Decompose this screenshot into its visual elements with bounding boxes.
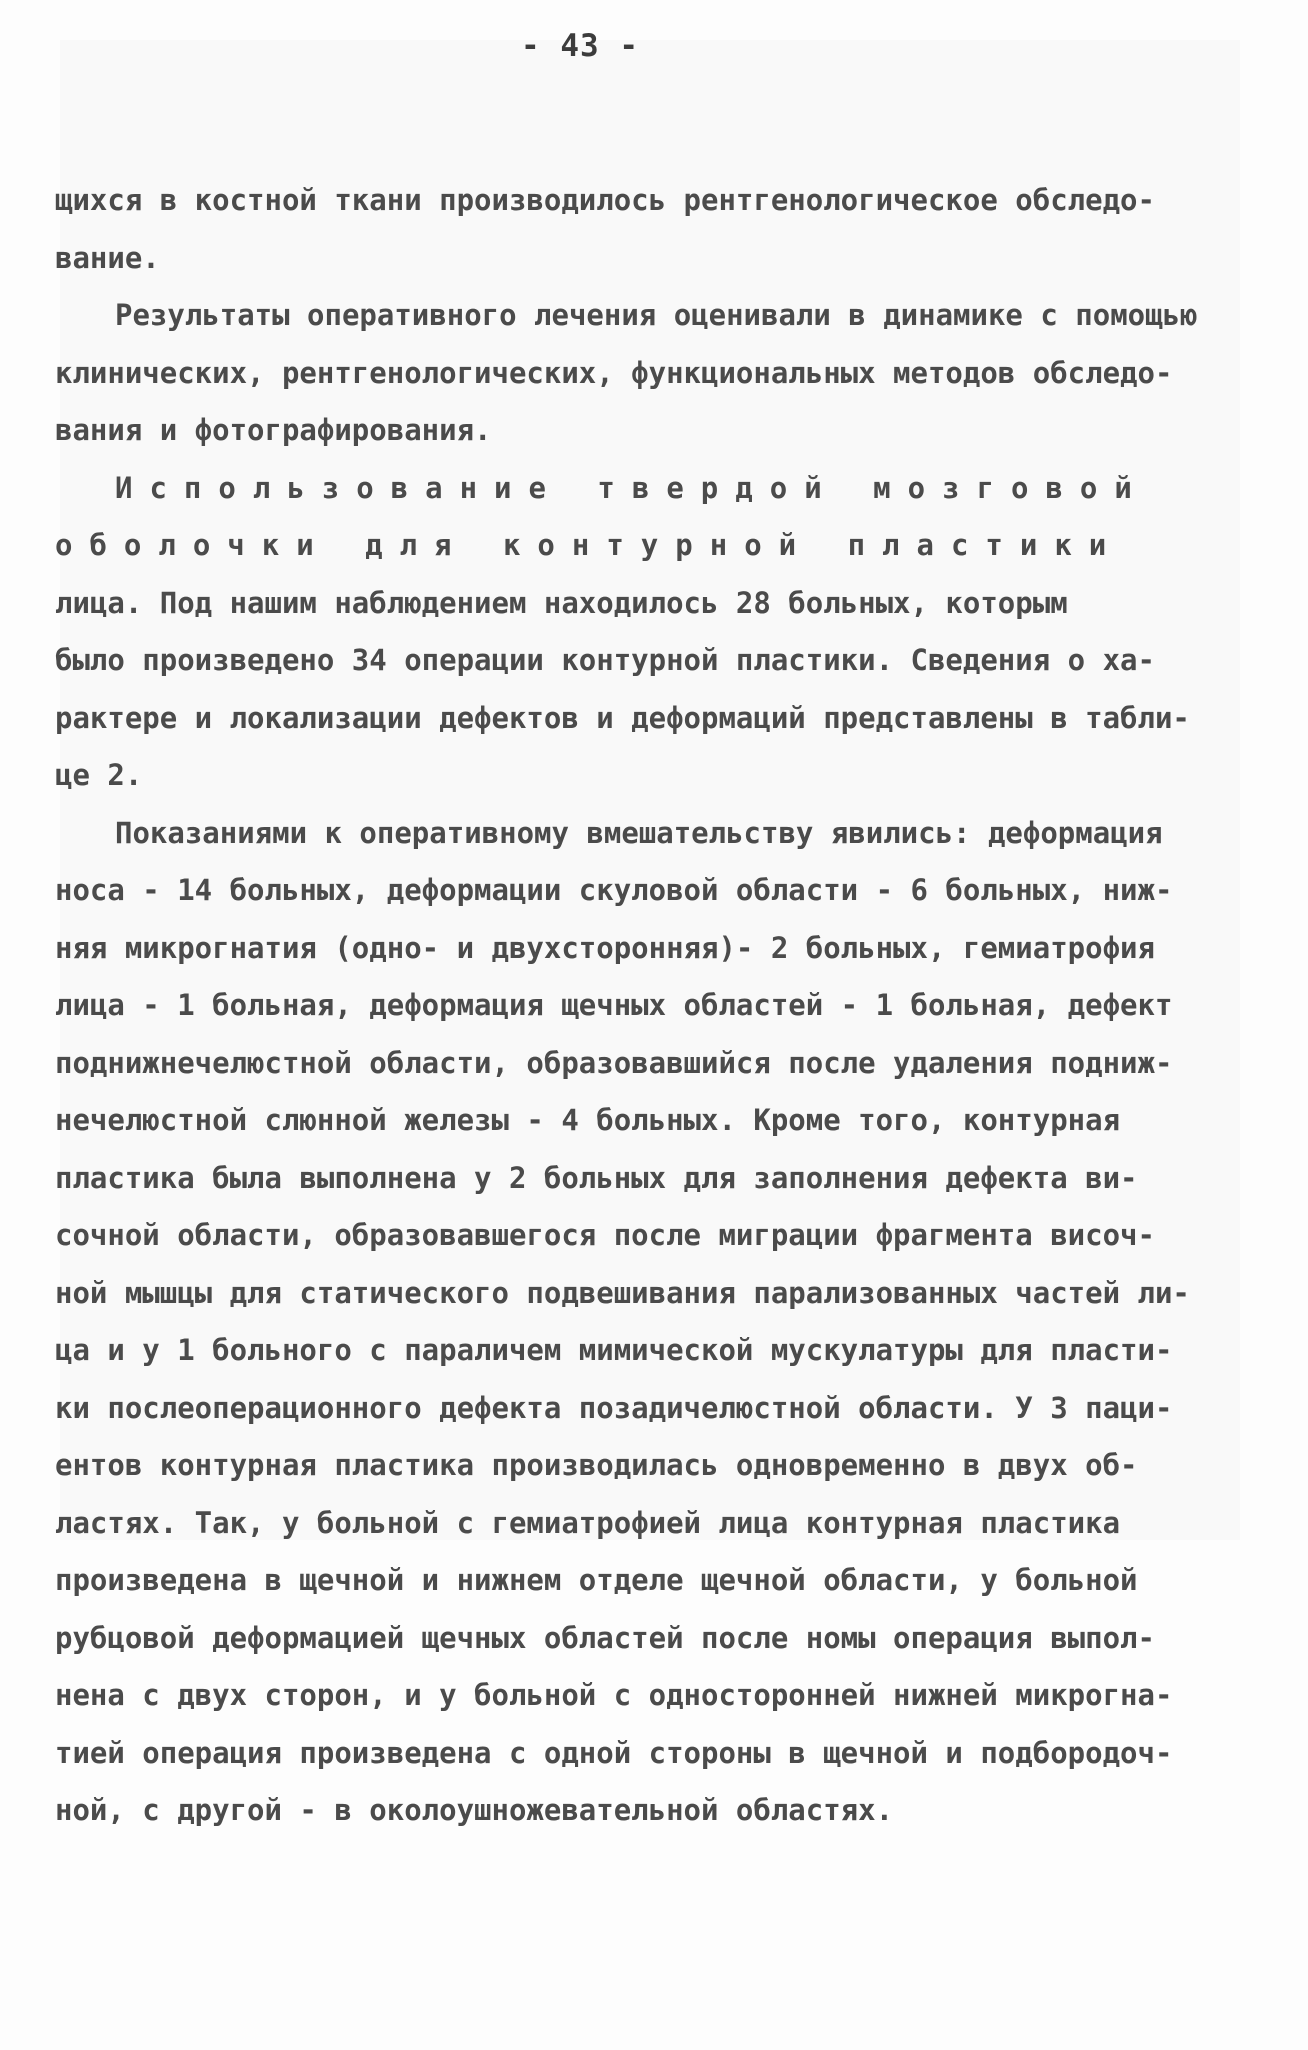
text-line: произведена в щечной и нижнем отделе щечной области, у больной xyxy=(55,1563,1138,1597)
body-text xyxy=(55,172,1255,1840)
text-line: ной, с другой - в околоушножевательной областях. xyxy=(55,1793,894,1827)
text-line: вания и фотографирования. xyxy=(55,413,492,447)
text-line: рубцовой деформацией щечных областей после номы операция выпол- xyxy=(55,1620,1155,1655)
text-line: клинических, рентгенологических, функциональных методов обследо- xyxy=(55,355,1173,390)
section-heading-line: Использование твердой мозговой xyxy=(115,470,1149,505)
text-line: рактере и локализации дефектов и деформаций представлены в табли- xyxy=(55,700,1190,735)
text-line: лица. Под нашим наблюдением находилось 28 больных, которым xyxy=(55,585,1068,620)
page-number: - 43 - xyxy=(521,28,639,64)
text-line: це 2. xyxy=(55,758,143,792)
text-line: ластях. Так, у больной с гемиатрофией лица контурная пластика xyxy=(55,1505,1121,1540)
text-line: тией операция произведена с одной стороны в щечной и подбородоч- xyxy=(55,1735,1173,1770)
text-line: вание. xyxy=(55,240,160,275)
text-line: ца и у 1 больного с параличем мимической мускулатуры для пласти- xyxy=(55,1333,1173,1367)
text-line: Результаты оперативного лечения оценивали в динамике с помощью xyxy=(115,298,1198,332)
text-line: пластика была выполнена у 2 больных для заполнения дефекта ви- xyxy=(55,1160,1138,1195)
text-line: ентов контурная пластика производилась одновременно в двух об- xyxy=(55,1448,1138,1482)
text-line: лица - 1 больная, деформация щечных областей - 1 больная, дефект xyxy=(55,988,1173,1022)
text-line: няя микрогнатия (одно- и двухсторонняя)- 2 больных, гемиатрофия xyxy=(55,930,1155,965)
text-line: поднижнечелюстной области, образовавшийся после удаления подниж- xyxy=(55,1045,1173,1080)
text-line: сочной области, образовавшегося после миграции фрагмента височ- xyxy=(55,1218,1155,1252)
text-line: ной мышцы для статического подвешивания парализованных частей ли- xyxy=(55,1275,1190,1310)
text-line: нечелюстной слюнной железы - 4 больных. Кроме того, контурная xyxy=(55,1103,1121,1137)
text-line: Показаниями к оперативному вмешательству явились: деформация xyxy=(115,815,1163,850)
text-line: носа - 14 больных, деформации скуловой области - 6 больных, ниж- xyxy=(55,873,1173,907)
text-line: нена с двух сторон, и у больной с односторонней нижней микрогна- xyxy=(55,1678,1173,1712)
text-line: было произведено 34 операции контурной пластики. Сведения о ха- xyxy=(55,643,1155,677)
text-line: ки послеоперационного дефекта позадичелюстной области. У 3 паци- xyxy=(55,1390,1173,1425)
text-line: щихся в костной ткани производилось рентгенологическое обследо- xyxy=(55,183,1155,217)
section-heading-line: оболочки для контурной пластики xyxy=(55,528,1124,562)
